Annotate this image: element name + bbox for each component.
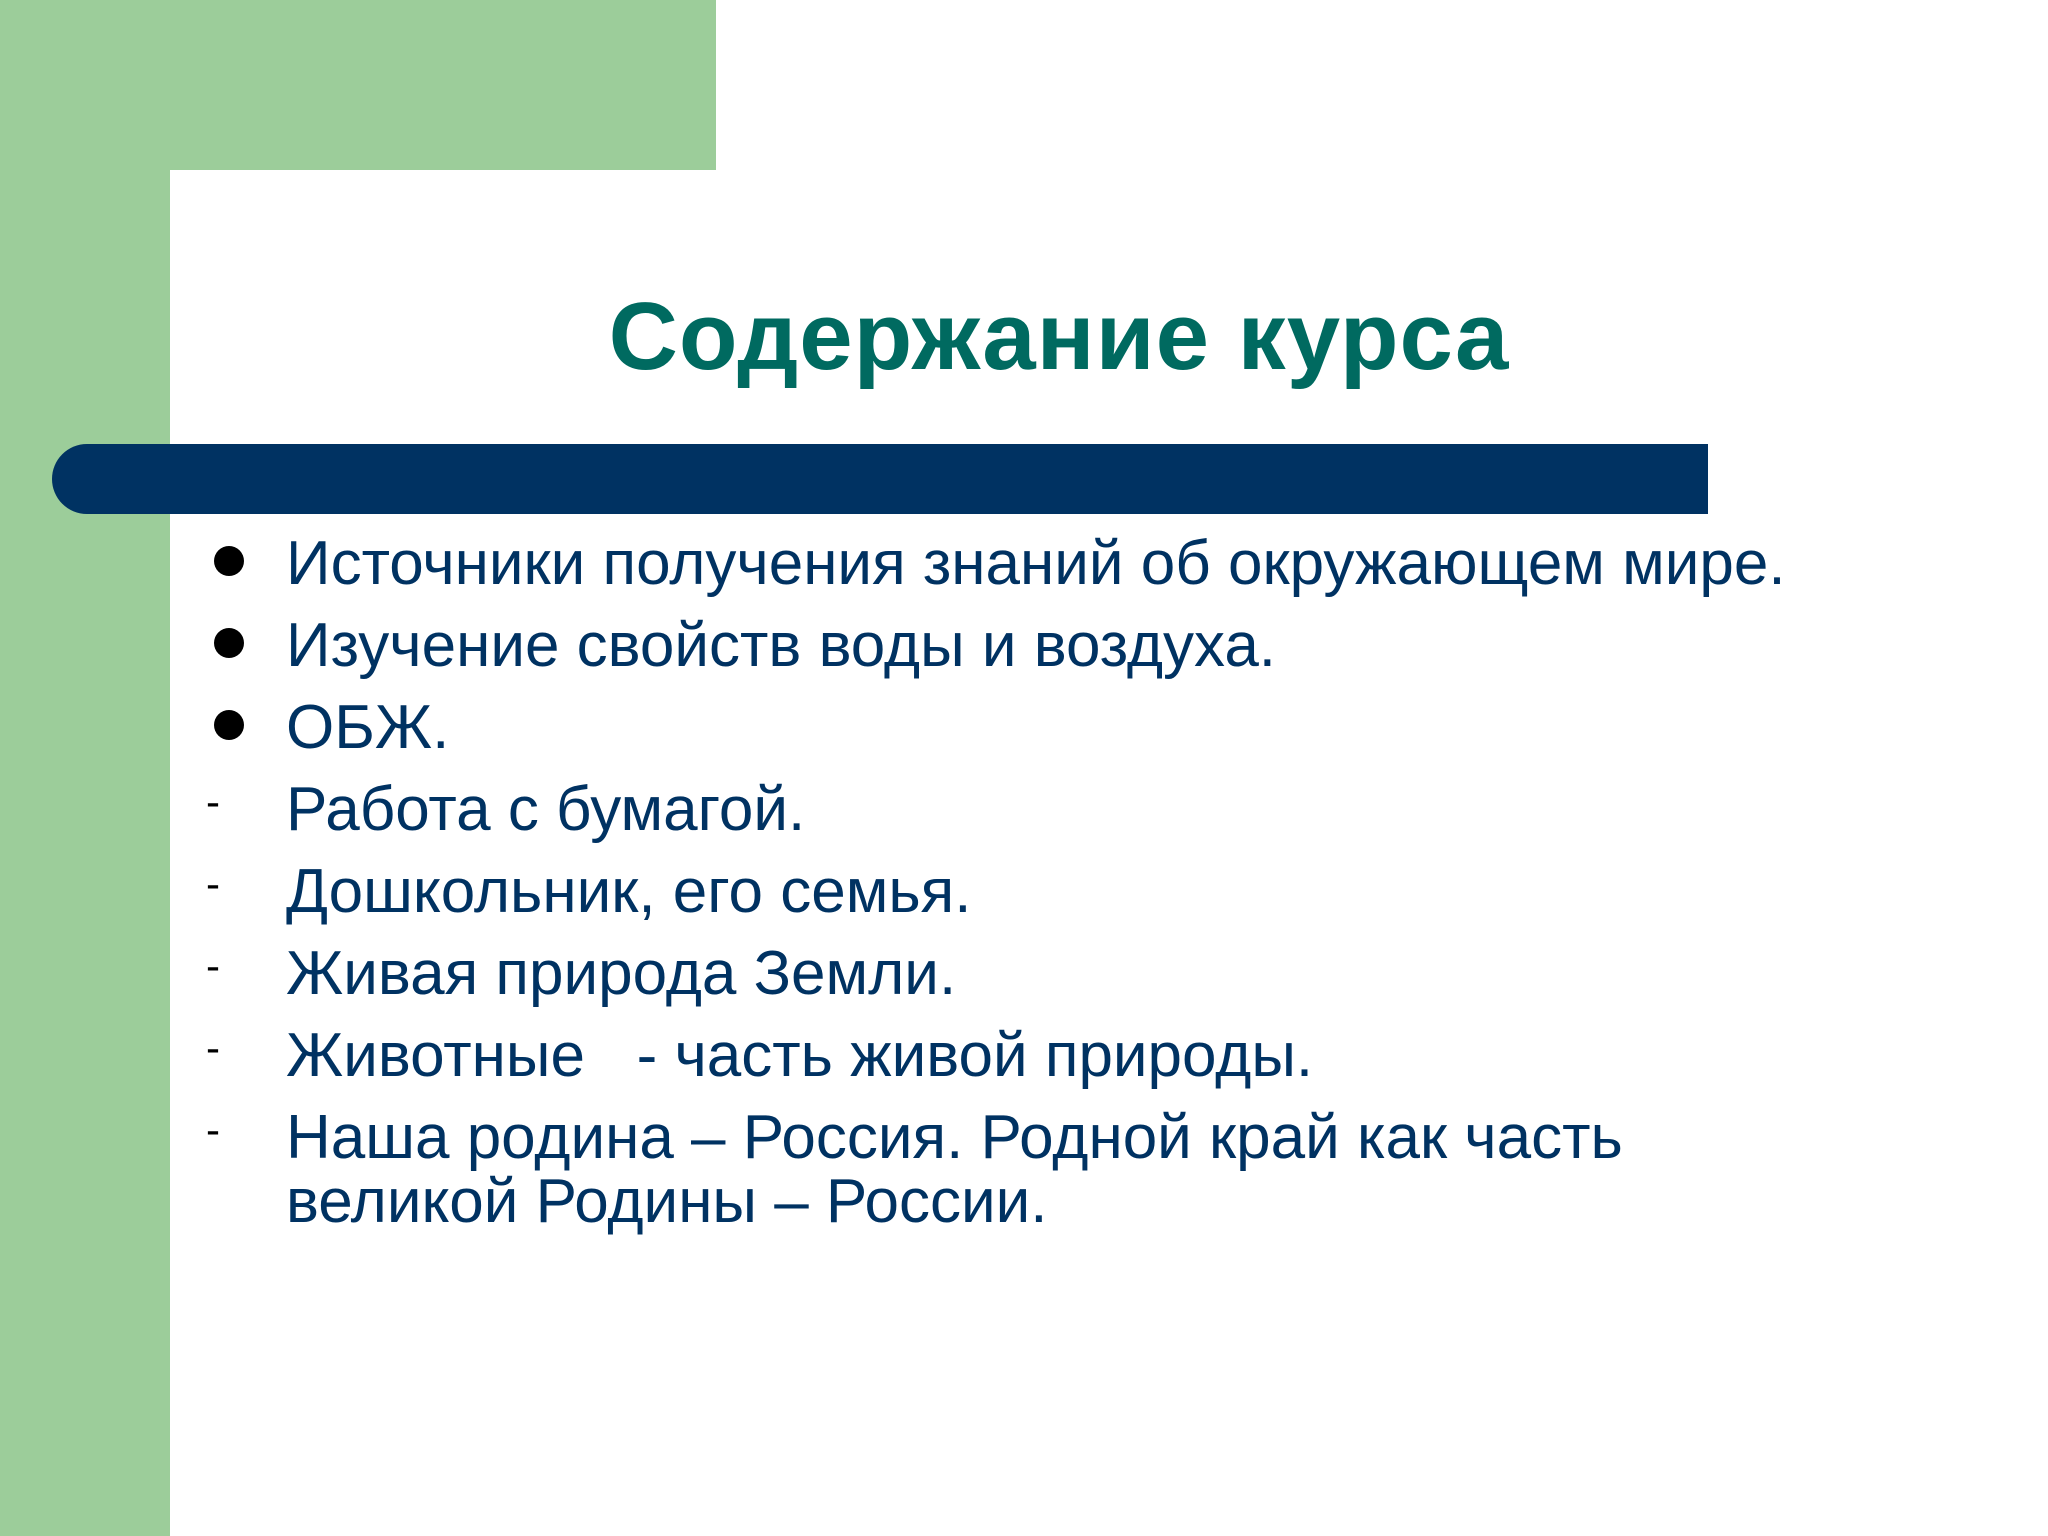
dash-marker: - bbox=[206, 778, 220, 825]
dash-marker: - bbox=[206, 1024, 220, 1071]
green-top-band bbox=[0, 0, 716, 170]
list-item bbox=[200, 775, 1800, 844]
list-item bbox=[200, 1103, 1800, 1236]
dash-marker: - bbox=[206, 860, 220, 907]
list-item bbox=[200, 693, 1800, 762]
dash-marker: - bbox=[206, 1106, 220, 1153]
slide-title: Содержание курса bbox=[608, 283, 1510, 390]
list-item-text: Изучение свойств воды и воздуха. bbox=[286, 611, 1277, 680]
list-item-text: Живая природа Земли. bbox=[286, 939, 957, 1008]
list-item-text: Наша родина – Россия. Родной край как часть великой Родины – России. bbox=[286, 1103, 1623, 1236]
list-item-text: Дошкольник, его семья. bbox=[286, 857, 972, 926]
list-item bbox=[200, 529, 1800, 598]
dash-marker: - bbox=[206, 942, 220, 989]
list-item bbox=[200, 611, 1800, 680]
list-item-text: Источники получения знаний об окружающем мире. bbox=[286, 529, 1786, 598]
list-item bbox=[200, 857, 1800, 926]
content-list bbox=[200, 529, 1800, 1252]
list-item bbox=[200, 1021, 1800, 1090]
green-left-band bbox=[0, 0, 170, 1536]
list-item bbox=[200, 939, 1800, 1008]
list-item-text: Животные - часть живой природы. bbox=[286, 1021, 1314, 1090]
title-underline-bar bbox=[52, 444, 1708, 514]
list-item-text: ОБЖ. bbox=[286, 693, 450, 762]
list-item-text: Работа с бумагой. bbox=[286, 775, 806, 844]
